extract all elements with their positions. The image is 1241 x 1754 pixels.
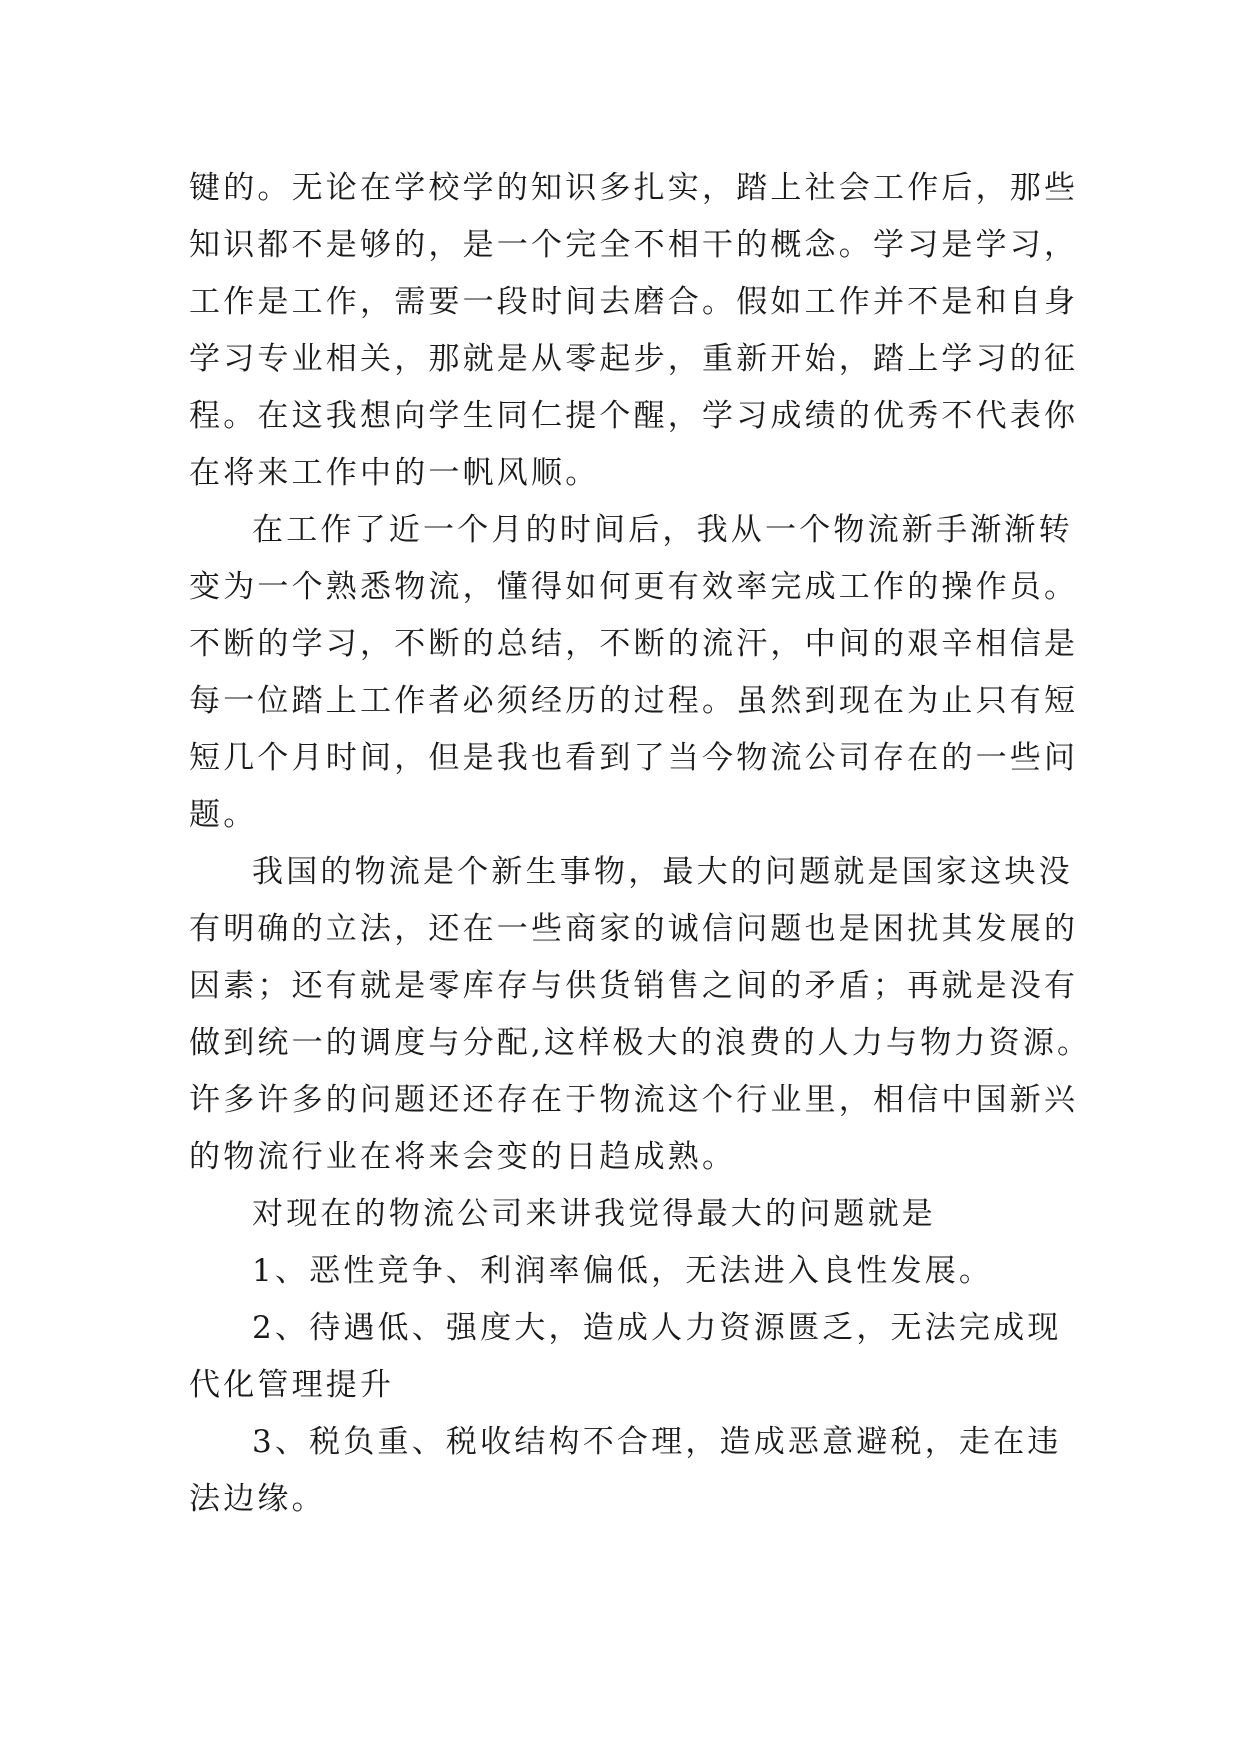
- text-line: 在工作了近一个月的时间后，我从一个物流新手渐渐转: [252, 512, 1073, 548]
- paragraph: [189, 1186, 1069, 1243]
- text-line: 做到统一的调度与分配,这样极大的浪费的人力与物力资源。: [189, 1025, 1092, 1061]
- text-line: 程。在这我想向学生同仁提个醒，学习成绩的优秀不代表你: [189, 398, 1079, 434]
- text-line: 学习专业相关，那就是从零起步，重新开始，踏上学习的征: [189, 341, 1079, 377]
- text-line: 代化管理提升: [189, 1367, 395, 1403]
- text-line: 因素；还有就是零库存与供货销售之间的矛盾；再就是没有: [189, 968, 1079, 1004]
- text-line: 键的。无论在学校学的知识多扎实，踏上社会工作后，那些: [189, 170, 1079, 206]
- text-line: 短几个月时间，但是我也看到了当今物流公司存在的一些问: [189, 740, 1079, 776]
- paragraph: [189, 160, 1079, 502]
- text-line: 在将来工作中的一帆风顺。: [189, 455, 600, 491]
- text-line: 2、待遇低、强度大，造成人力资源匮乏，无法完成现: [252, 1310, 1062, 1346]
- paragraph: [189, 1414, 1069, 1528]
- text-line: 变为一个熟悉物流，懂得如何更有效率完成工作的操作员。: [189, 569, 1079, 605]
- text-line: 3、税负重、税收结构不合理，造成恶意避税，走在违: [252, 1424, 1062, 1460]
- text-line: 我国的物流是个新生事物，最大的问题就是国家这块没: [252, 854, 1073, 890]
- paragraph: [189, 1243, 1069, 1300]
- text-line: 知识都不是够的，是一个完全不相干的概念。学习是学习，: [189, 227, 1079, 263]
- text-line: 法边缘。: [189, 1481, 326, 1517]
- text-line: 1、恶性竞争、利润率偏低，无法进入良性发展。: [252, 1253, 994, 1289]
- text-line: 每一位踏上工作者必须经历的过程。虽然到现在为止只有短: [189, 683, 1079, 719]
- text-line: 许多许多的问题还还存在于物流这个行业里，相信中国新兴: [189, 1082, 1079, 1118]
- text-line: 题。: [189, 797, 258, 833]
- text-line: 对现在的物流公司来讲我觉得最大的问题就是: [252, 1196, 936, 1232]
- text-line: 的物流行业在将来会变的日趋成熟。: [189, 1139, 737, 1175]
- text-line: 工作是工作，需要一段时间去磨合。假如工作并不是和自身: [189, 284, 1079, 320]
- paragraph: [189, 502, 1079, 844]
- document-body: [189, 160, 1092, 1528]
- text-line: 不断的学习，不断的总结，不断的流汗，中间的艰辛相信是: [189, 626, 1079, 662]
- text-line: 有明确的立法，还在一些商家的诚信问题也是困扰其发展的: [189, 911, 1079, 947]
- paragraph: [189, 844, 1092, 1186]
- paragraph: [189, 1300, 1069, 1414]
